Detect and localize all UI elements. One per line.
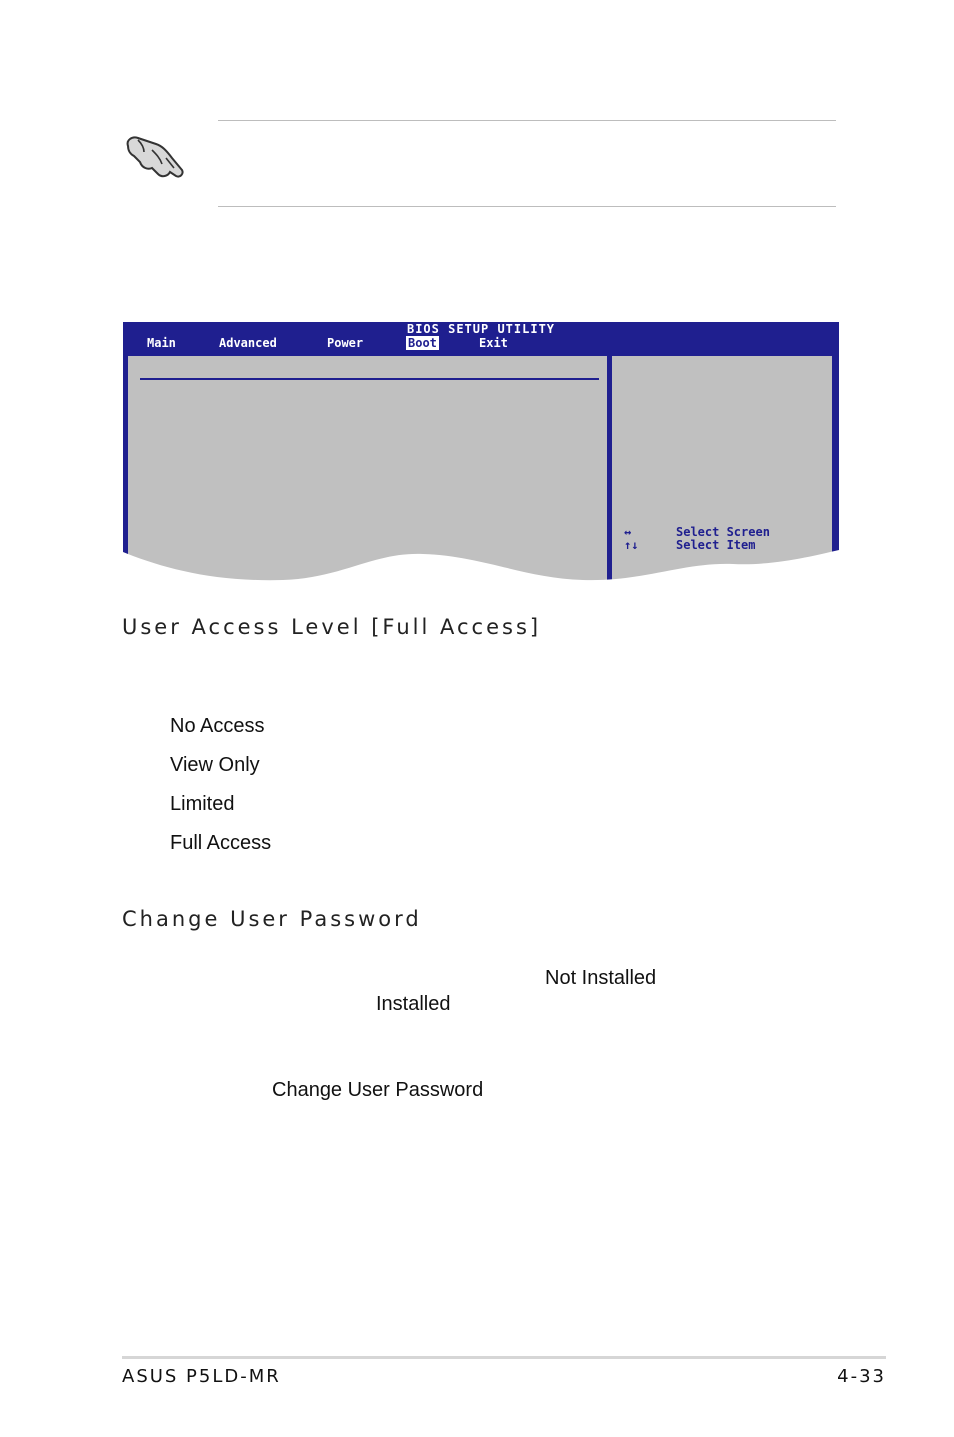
torn-edge (123, 522, 839, 584)
section-heading-user-access-level: User Access Level [Full Access] (122, 615, 542, 639)
bios-tab-exit[interactable]: Exit (479, 336, 508, 350)
note-top-rule (218, 120, 836, 121)
option-no-access: No Access (170, 715, 265, 737)
footer-page-number: 4-33 (837, 1366, 886, 1387)
bios-title: BIOS SETUP UTILITY (406, 322, 556, 336)
option-full-access: Full Access (170, 832, 272, 854)
left-right-arrow-icon: ↔ (624, 525, 632, 539)
term-installed: Installed (376, 993, 451, 1015)
key-action-select-item: Select Item (676, 538, 756, 552)
bios-separator (140, 378, 599, 380)
option-view-only: View Only (170, 754, 260, 776)
term-change-user-password: Change User Password (272, 1079, 484, 1101)
bios-tab-advanced[interactable]: Advanced (219, 336, 277, 350)
bios-tab-main[interactable]: Main (147, 336, 176, 350)
note-bottom-rule (218, 206, 836, 207)
term-not-installed: Not Installed (545, 967, 657, 989)
key-action-select-screen: Select Screen (676, 525, 770, 539)
section-heading-change-user-password: Change User Password (122, 907, 422, 931)
option-limited: Limited (170, 793, 235, 815)
bios-header (123, 322, 839, 351)
bios-tab-boot[interactable]: Boot (408, 336, 437, 350)
up-down-arrow-icon: ↑↓ (624, 538, 639, 552)
hand-note-icon (122, 128, 188, 184)
footer-product-name: ASUS P5LD-MR (122, 1366, 281, 1387)
bios-screenshot (123, 322, 839, 584)
bios-tab-power[interactable]: Power (327, 336, 364, 350)
footer-rule (122, 1356, 886, 1359)
